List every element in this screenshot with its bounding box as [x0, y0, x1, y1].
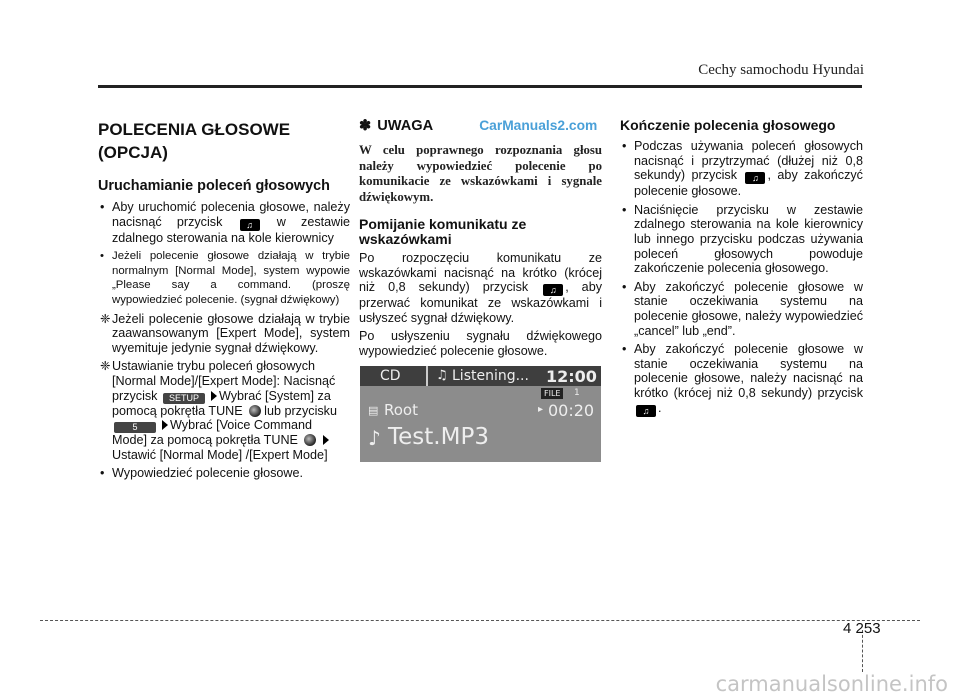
display-time: 12:00: [546, 367, 597, 386]
header-rule: [98, 85, 862, 88]
arrow-right-icon: [211, 391, 217, 401]
section-subtitle: Uruchamianie poleceń głosowych: [98, 178, 330, 194]
page-number: 4 253: [843, 620, 881, 637]
display-status: Listening...: [452, 368, 529, 384]
tune-knob-icon: [249, 405, 261, 417]
bullet-item: • Podczas używania poleceń głosowych nacisnąć i przytrzymać (dłużej niż 0,8 sekundy) przycisk ♫ , aby zakończyć polecenie głosowe.: [622, 139, 863, 199]
column-left: [98, 118, 350, 485]
display-elapsed: 00:20: [548, 401, 595, 420]
section-subtitle: Pomijanie komunikatu ze wskazówkami: [359, 216, 527, 247]
note-text: W celu poprawnego rozpoznania głosu należy wypowiedzieć polecenie po komunikacie ze wskazówkami i sygnale dźwiękowym.: [359, 143, 602, 204]
paragraph: Po rozpoczęciu komunikatu ze wskazówkami nacisnąć na krótko (krócej niż 0,8 sekundy) przycisk ♫ , aby przerwać komunikat ze wskazówkami i usłyszeć sygnał dźwiękowy.: [359, 251, 602, 325]
voice-talk-icon: ♫: [543, 284, 563, 296]
watermark-text: CarManuals2.com: [479, 118, 598, 134]
display-divider: [426, 366, 428, 386]
display-voice-icon: ♫: [436, 368, 448, 383]
display-source: CD: [380, 368, 401, 384]
display-file-number: 1: [574, 388, 580, 398]
column-middle: [359, 118, 602, 363]
bullet-item: • Wypowiedzieć polecenie głosowe.: [100, 466, 303, 481]
bullet-item: • Naciśnięcie przycisku w zestawie zdalnego sterowania na kole kierownicy lub innego przycisku podczas używania poleceń głosowych powoduje zakończenie polecenia głosowego.: [622, 202, 863, 276]
voice-talk-icon: ♫: [636, 405, 656, 417]
voice-talk-icon: ♫: [240, 219, 260, 231]
display-file-badge: FILE: [541, 388, 563, 399]
bullet-item: • Aby uruchomić polecenia głosowe, należy nacisnąć przycisk ♫ w zestawie zdalnego sterowania na kole kierownicy: [100, 200, 351, 245]
setup-button-icon: SETUP: [163, 393, 205, 404]
note-item: ❈ Ustawianie trybu poleceń głosowych [Normal Mode]/[Expert Mode]: Nacisnąć przycisk SETUP Wybrać [System] za pomocą pokrętła TUNE lub przycisku 5 Wybrać [Voice Command Mode] za pomocą pokrętła TUNE Ustawić [Normal Mode] /[Expert Mode]: [100, 359, 337, 462]
display-folder: Root: [384, 401, 418, 419]
display-play-icon: ▸: [538, 404, 544, 415]
bullet-item: • Jeżeli polecenie głosowe działają w trybie normalnym [Normal Mode], system wypowie „Please say a command. (proszę wypowiedzieć polecenie. (sygnał dźwiękowy): [100, 250, 350, 306]
bullet-item: • Aby zakończyć polecenie głosowe w stanie oczekiwania systemu na polecenie głosowe, należy nacisnąć na krótko (krócej niż 0,8 sekundy) przycisk ♫ .: [622, 342, 863, 416]
column-right: [620, 118, 863, 421]
note-item: ❈ Jeżeli polecenie głosowe działają w trybie zaawansowanym [Expert Mode], system wyemituje jedynie sygnał dźwiękowy.: [100, 311, 350, 355]
display-folder-icon: ▤: [368, 404, 379, 417]
arrow-right-icon: [162, 420, 168, 430]
site-watermark: carmanualsonline.info: [715, 672, 948, 696]
note-star-icon: ✽: [359, 118, 372, 135]
voice-talk-icon: ♫: [745, 172, 765, 184]
section-title: POLECENIA GŁOSOWE (OPCJA): [98, 120, 291, 162]
note-header: ✽ UWAGA CarManuals2.com: [359, 118, 598, 135]
tune-knob-icon: [304, 434, 316, 446]
bullet-item: • Aby zakończyć polecenie głosowe w stanie oczekiwania systemu na polecenie głosowe, należy wypowiedzieć „cancel” lub „end”.: [622, 279, 863, 338]
number-5-button-icon: 5: [114, 422, 156, 433]
audio-display-image: [360, 366, 601, 462]
arrow-right-icon: [323, 435, 329, 445]
paragraph: Po usłyszeniu sygnału dźwiękowego wypowiedzieć polecenie głosowe.: [359, 329, 602, 358]
display-note-icon: ♪: [368, 426, 381, 450]
display-track: Test.MP3: [388, 424, 489, 450]
section-subtitle: Kończenie polecenia głosowego: [620, 117, 836, 133]
running-header: Cechy samochodu Hyundai: [698, 62, 864, 78]
footer-rule: [40, 620, 920, 621]
